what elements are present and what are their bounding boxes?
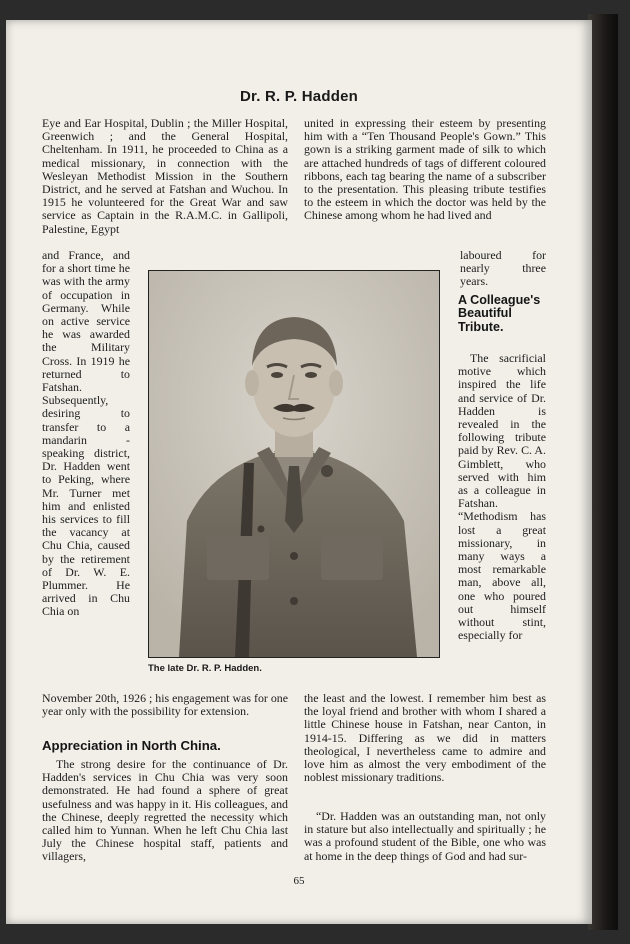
left-continuation-paragraph: November 20th, 1926 ; his engagement was for one year only with the possibility for extension. <box>42 691 289 719</box>
right-narrow-paragraph: laboured for nearly three years. <box>460 248 546 289</box>
photo-caption: The late Dr. R. P. Hadden. <box>148 663 262 674</box>
page-title: Dr. R. P. Hadden <box>240 88 358 105</box>
page-number: 65 <box>293 875 305 887</box>
section-heading-north-china: Appreciation in North China. <box>42 738 221 753</box>
appreciation-paragraph: The strong desire for the continuance of Dr. Hadden's services in Chu Chia was very soon demonstrated. He had found a sphere of great usefulness and was happy in it. His colleagues, and the Chinese, deeply regretted the necessity which called him to Yunnan. When he left Chu Chia last July the Chinese hospital staff, patients and villagers, <box>42 757 288 864</box>
right-continuation-paragraph: the least and the lowest. I remember him best as the loyal friend and brother with whom I shared a little Chinese house in Fatshan, near Canton, in 1914-15. Differing as we did in matters theological, I nevertheless came to admire and love him as almost the very embodiment of the noblest missionary traditions. <box>304 691 546 785</box>
section-heading-colleague-tribute: A Colleague's Beautiful Tribute. <box>458 293 541 334</box>
quote-paragraph: “Dr. Hadden was an outstanding man, not only in stature but also intellectually and spiritually ; he was a profound student of the Bible, one who was at home in the deep things of God and had sur- <box>304 809 546 863</box>
book-spine-edge <box>588 14 618 930</box>
book-page <box>6 20 592 924</box>
portrait-illustration <box>149 271 439 657</box>
tribute-paragraph: The sacrificial motive which inspired the life and service of Dr. Hadden is revealed in the following tribute paid by Rev. C. A. Gimblett, who served with him as a colleague in Fatshan. “Methodism has lost a great missionary, in many ways a most remarkable man, above all, one who poured out himself without stint, especially for <box>458 351 546 643</box>
left-narrow-paragraph: and France, and for a short time he was with the army of occupation in Germany. While on active service he was awarded the Military Cross. In 1919 he returned to Fatshan. Subsequently, desiring to transfer to a mandarin - speaking district, Dr. Hadden went to Peking, where Mr. Turner met him and enlisted his services to fill the vacancy at Chu Chia, caused by the retirement of Dr. W. E. Plummer. He arrived in Chu Chia on <box>42 248 130 619</box>
portrait-photo <box>148 270 440 658</box>
right-intro-paragraph: united in expressing their esteem by presenting him with a “Ten Thousand People's Gown.” This gown is a striking garment made of silk to which are attached hundreds of tags of different coloured ribbons, each tag bearing the name of a subscriber to the presentation. This pleasing tribute testifies to the esteem in which the doctor was held by the Chinese among whom he had lived and <box>304 116 546 223</box>
left-intro-paragraph: Eye and Ear Hospital, Dublin ; the Miller Hospital, Greenwich ; and the General Hospital, Cheltenham. In 1911, he proceeded to China as a medical missionary, in connection with the Wesleyan Methodist Mission in the Southern District, and he served at Fatshan and Wuchou. In 1915 he volunteered for the Great War and saw service as Captain in the R.A.M.C. in Gallipoli, Palestine, Egypt <box>42 116 288 236</box>
